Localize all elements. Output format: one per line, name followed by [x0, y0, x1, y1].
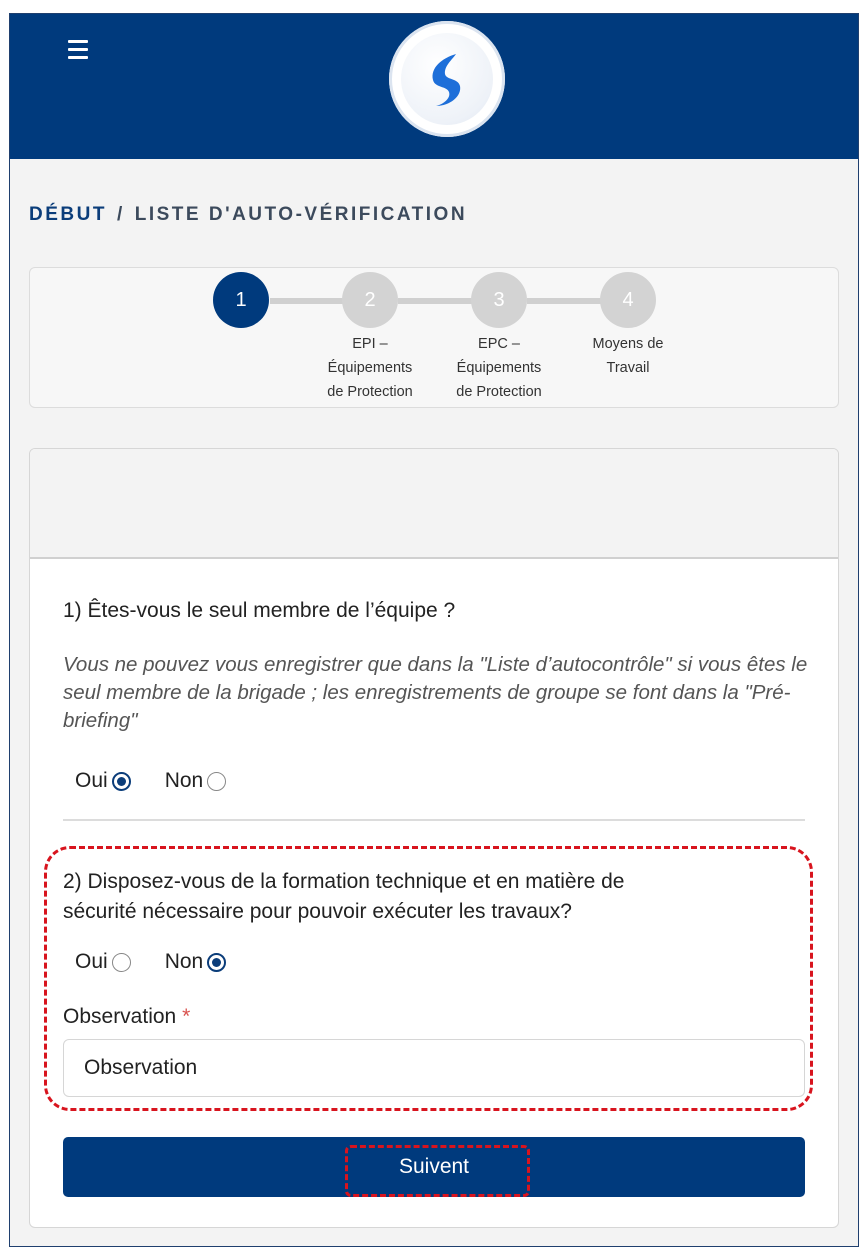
breadcrumb-current: LISTE D'AUTO-VÉRIFICATION — [134, 204, 468, 225]
stepper — [29, 267, 839, 408]
question-1-title: 1) Êtes-vous le seul membre de l’équipe ? — [63, 599, 456, 622]
question-2-options — [75, 950, 260, 974]
logo-swoosh-icon — [416, 48, 478, 110]
radio-button[interactable] — [112, 953, 131, 972]
radio-button[interactable] — [207, 772, 226, 791]
step-2-label: EPI – Équipements de Protection — [327, 336, 413, 400]
top-header — [10, 14, 858, 159]
question-divider — [63, 819, 805, 821]
step-4-label: Moyens de Travail — [592, 336, 664, 376]
app-logo-icon — [389, 21, 505, 137]
app-frame — [9, 13, 859, 1247]
step-4[interactable]: 4 — [600, 272, 656, 328]
step-1[interactable]: 1 — [213, 272, 269, 328]
suivent-button[interactable]: Suivent — [63, 1137, 805, 1197]
breadcrumb — [29, 204, 467, 226]
step-3[interactable]: 3 — [471, 272, 527, 328]
question-2-non-option[interactable] — [165, 950, 227, 974]
observation-label: Observation * — [63, 1005, 191, 1028]
question-2-title: 2) Disposez-vous de la formation technique et en matière de sécurité nécessaire pour pouvoir exécuter les travaux? — [63, 870, 625, 923]
option-label: Non — [164, 950, 204, 973]
observation-input[interactable] — [63, 1039, 805, 1097]
question-1-hint: Vous ne pouvez vous enregistrer que dans la "Liste d’autocontrôle" si vous êtes le seul membre de la brigade ; les enregistrements de groupe se font dans la "Pré-briefing" — [63, 653, 808, 732]
checklist-form — [29, 448, 839, 1228]
question-1-non-option[interactable] — [165, 769, 227, 793]
hamburger-icon[interactable] — [65, 40, 95, 66]
step-2[interactable]: 2 — [342, 272, 398, 328]
option-label: Oui — [75, 769, 108, 792]
breadcrumb-home-link[interactable]: DÉBUT — [29, 204, 107, 225]
radio-button[interactable] — [112, 772, 131, 791]
question-2-oui-option[interactable] — [75, 950, 131, 974]
form-card-header — [30, 449, 838, 559]
question-1-options — [75, 769, 260, 793]
step-3-label: EPC – Équipements de Protection — [456, 336, 542, 400]
breadcrumb-separator: / — [116, 204, 125, 225]
radio-button[interactable] — [207, 953, 226, 972]
required-mark: * — [182, 1005, 191, 1028]
option-label: Oui — [75, 950, 108, 973]
question-1-oui-option[interactable] — [75, 769, 131, 793]
option-label: Non — [164, 769, 204, 792]
